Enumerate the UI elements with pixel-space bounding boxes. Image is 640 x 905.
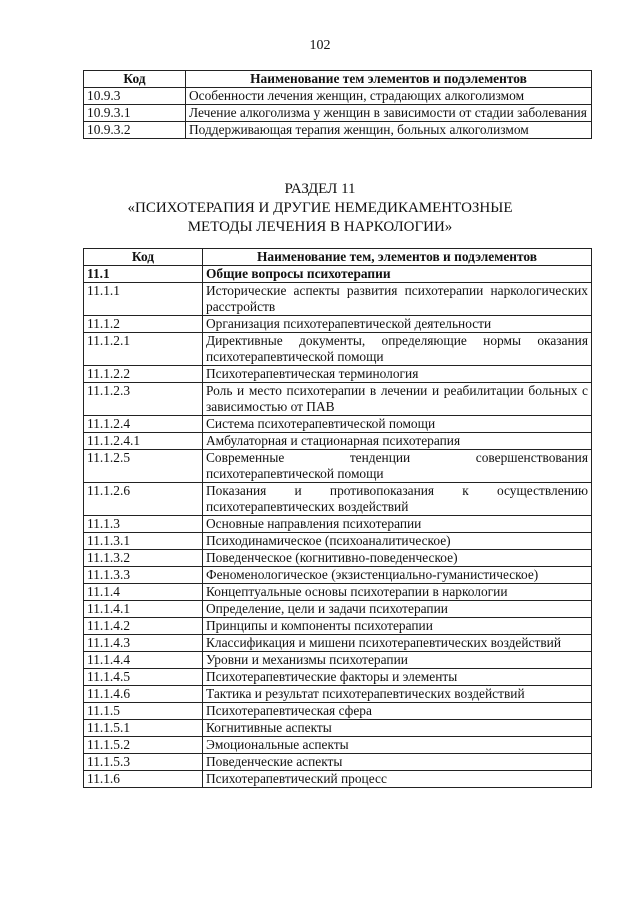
table-row xyxy=(84,316,592,333)
row-code: 11.1.4 xyxy=(84,584,203,601)
row-topic-name: Определение, цели и задачи психотерапии xyxy=(203,601,592,618)
row-topic-name: Общие вопросы психотерапии xyxy=(203,266,592,283)
name-column-header: Наименование тем, элементов и подэлементов xyxy=(203,249,592,266)
row-code: 11.1.2.5 xyxy=(84,450,203,483)
table-row xyxy=(84,737,592,754)
row-code: 10.9.3 xyxy=(84,88,186,105)
row-topic-name: Лечение алкоголизма у женщин в зависимости от стадии заболевания xyxy=(186,105,592,122)
row-code: 11.1.2.3 xyxy=(84,383,203,416)
code-column-header: Код xyxy=(84,249,203,266)
row-topic-name: Эмоциональные аспекты xyxy=(203,737,592,754)
section-title-line-2: МЕТОДЫ ЛЕЧЕНИЯ В НАРКОЛОГИИ» xyxy=(187,219,453,235)
row-code: 11.1.5 xyxy=(84,703,203,720)
row-topic-name: Показания и противопоказания к осуществлению психотерапевтических воздействий xyxy=(203,483,592,516)
table-row xyxy=(84,703,592,720)
table-row xyxy=(84,333,592,366)
topics-table-continued xyxy=(83,70,592,139)
row-code: 11.1.4.1 xyxy=(84,601,203,618)
row-code: 11.1.5.3 xyxy=(84,754,203,771)
row-topic-name: Особенности лечения женщин, страдающих алкоголизмом xyxy=(186,88,592,105)
name-column-header: Наименование тем элементов и подэлементов xyxy=(186,71,592,88)
row-topic-name: Исторические аспекты развития психотерапии наркологических расстройств xyxy=(203,283,592,316)
section-title-line-1: «ПСИХОТЕРАПИЯ И ДРУГИЕ НЕМЕДИКАМЕНТОЗНЫЕ xyxy=(127,200,513,216)
table-row xyxy=(84,635,592,652)
table-header-row xyxy=(84,249,592,266)
row-topic-name: Феноменологическое (экзистенциально-гуманистическое) xyxy=(203,567,592,584)
table-row xyxy=(84,686,592,703)
row-topic-name: Психодинамическое (психоаналитическое) xyxy=(203,533,592,550)
table-row xyxy=(84,771,592,788)
row-code: 11.1.4.4 xyxy=(84,652,203,669)
table-row xyxy=(84,105,592,122)
row-topic-name: Когнитивные аспекты xyxy=(203,720,592,737)
table-row xyxy=(84,122,592,139)
table-row xyxy=(84,450,592,483)
table-row xyxy=(84,266,592,283)
row-code: 11.1.3.1 xyxy=(84,533,203,550)
table-row xyxy=(84,383,592,416)
table-row xyxy=(84,652,592,669)
row-topic-name: Поддерживающая терапия женщин, больных алкоголизмом xyxy=(186,122,592,139)
row-code: 11.1.4.6 xyxy=(84,686,203,703)
table-row xyxy=(84,533,592,550)
table-row xyxy=(84,567,592,584)
table-row xyxy=(84,483,592,516)
row-code: 11.1.3.2 xyxy=(84,550,203,567)
row-code: 11.1.6 xyxy=(84,771,203,788)
table-row xyxy=(84,516,592,533)
table-row xyxy=(84,416,592,433)
table-row xyxy=(84,283,592,316)
row-code: 11.1.3.3 xyxy=(84,567,203,584)
row-code: 11.1.2.2 xyxy=(84,366,203,383)
table-row xyxy=(84,720,592,737)
section-number: РАЗДЕЛ 11 xyxy=(284,181,356,197)
row-topic-name: Психотерапевтическая терминология xyxy=(203,366,592,383)
row-topic-name: Психотерапевтическая сфера xyxy=(203,703,592,720)
section-11-topics-table xyxy=(83,248,592,788)
table-row xyxy=(84,754,592,771)
row-topic-name: Система психотерапевтической помощи xyxy=(203,416,592,433)
table-row xyxy=(84,433,592,450)
table-row xyxy=(84,601,592,618)
row-code: 11.1.2 xyxy=(84,316,203,333)
row-code: 10.9.3.1 xyxy=(84,105,186,122)
row-topic-name: Основные направления психотерапии xyxy=(203,516,592,533)
row-topic-name: Тактика и результат психотерапевтических воздействий xyxy=(203,686,592,703)
row-topic-name: Роль и место психотерапии в лечении и реабилитации больных с зависимостью от ПАВ xyxy=(203,383,592,416)
row-topic-name: Концептуальные основы психотерапии в наркологии xyxy=(203,584,592,601)
row-code: 11.1.5.1 xyxy=(84,720,203,737)
row-code: 11.1.4.3 xyxy=(84,635,203,652)
row-topic-name: Директивные документы, определяющие нормы оказания психотерапевтической помощи xyxy=(203,333,592,366)
row-code: 10.9.3.2 xyxy=(84,122,186,139)
table-row xyxy=(84,584,592,601)
code-column-header: Код xyxy=(84,71,186,88)
row-topic-name: Психотерапевтический процесс xyxy=(203,771,592,788)
row-code: 11.1.2.6 xyxy=(84,483,203,516)
section-heading xyxy=(0,180,640,237)
table-row xyxy=(84,618,592,635)
row-code: 11.1.3 xyxy=(84,516,203,533)
row-code: 11.1.2.4.1 xyxy=(84,433,203,450)
row-code: 11.1 xyxy=(84,266,203,283)
row-code: 11.1.2.4 xyxy=(84,416,203,433)
page-number: 102 xyxy=(309,38,331,53)
table-row xyxy=(84,550,592,567)
row-topic-name: Принципы и компоненты психотерапии xyxy=(203,618,592,635)
row-topic-name: Амбулаторная и стационарная психотерапия xyxy=(203,433,592,450)
row-topic-name: Поведенческие аспекты xyxy=(203,754,592,771)
row-topic-name: Уровни и механизмы психотерапии xyxy=(203,652,592,669)
table-header-row xyxy=(84,71,592,88)
row-topic-name: Классификация и мишени психотерапевтических воздействий xyxy=(203,635,592,652)
row-topic-name: Организация психотерапевтической деятельности xyxy=(203,316,592,333)
row-code: 11.1.4.2 xyxy=(84,618,203,635)
table-row xyxy=(84,366,592,383)
row-code: 11.1.4.5 xyxy=(84,669,203,686)
table-row xyxy=(84,88,592,105)
row-topic-name: Психотерапевтические факторы и элементы xyxy=(203,669,592,686)
row-topic-name: Современные тенденции совершенствования психотерапевтической помощи xyxy=(203,450,592,483)
row-code: 11.1.2.1 xyxy=(84,333,203,366)
row-topic-name: Поведенческое (когнитивно-поведенческое) xyxy=(203,550,592,567)
table-row xyxy=(84,669,592,686)
row-code: 11.1.1 xyxy=(84,283,203,316)
row-code: 11.1.5.2 xyxy=(84,737,203,754)
